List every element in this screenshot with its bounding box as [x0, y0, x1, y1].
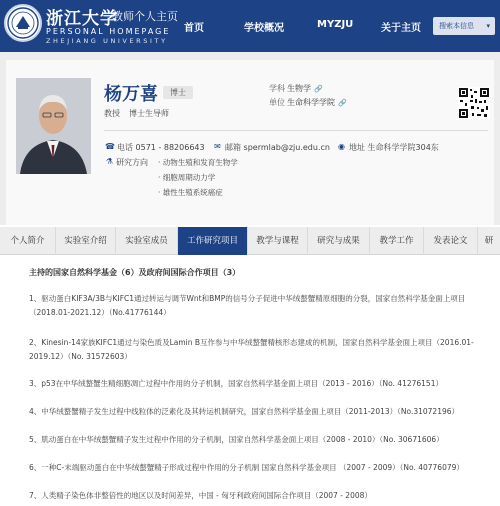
email-icon: ✉ [214, 142, 221, 151]
project-line: 2、Kinesin-14家族KIFC1通过与染色质及Lamin B互作参与中华绒螯蟹精核形态建成的机制，国家自然科学基金面上项目（2016.01- [29, 338, 474, 347]
project-line: （2018.01-2021.12）（No.41776144） [29, 308, 171, 317]
project-line: 7、人类精子染色体非整倍性的地区以及时间差异，中国 - 匈牙利政府间国际合作项目（2007 - 2008） [29, 491, 372, 500]
tab-profile[interactable]: 个人简介 [0, 227, 56, 255]
chevron-down-icon: ▾ [486, 22, 490, 30]
section-title: 主持的国家自然科学基金（6）及政府间国际合作项目（3） [29, 268, 241, 277]
project-item [29, 433, 444, 447]
tab-research-more[interactable]: 研 [484, 236, 494, 246]
project-line: 5、肌动蛋白在中华绒螯蟹精子发生过程中作用的分子机制，国家自然科学基金面上项目（2008 - 2010）（No. 30671606） [29, 435, 444, 444]
site-header [0, 0, 500, 52]
discipline-value[interactable]: 生物学 🔗 [287, 84, 323, 93]
brand-english-line1: PERSONAL HOMEPAGE [46, 27, 171, 36]
tab-research-projects[interactable]: 工作研究项目 [178, 227, 248, 255]
flask-icon: ⚗ [105, 157, 114, 166]
link-icon: 🔗 [338, 99, 347, 107]
unit-label: 单位 [269, 98, 285, 107]
nav-home[interactable]: 首页 [184, 23, 204, 34]
research-item: · 动物生殖和发育生物学 [158, 158, 238, 167]
brand-subtitle: 教师个人主页 [112, 10, 178, 23]
degree-badge: 博士 [163, 86, 193, 99]
nav-about-homepage[interactable]: 关于主页 [381, 23, 421, 34]
supervisor-title: 博士生导师 [129, 109, 169, 118]
project-line: 2019.12）（No. 31572603） [29, 352, 132, 361]
brand-title: 浙江大学 [46, 9, 118, 29]
phone-icon: ☎ [105, 142, 115, 151]
nav-myzju[interactable]: MYZJU [317, 19, 354, 30]
project-line: 4、中华绒螯蟹精子发生过程中线粒体的泛素化及其转运机制研究，国家自然科学基金面上项目（2011-2013）（No.31072196） [29, 407, 460, 416]
unit-value[interactable]: 生命科学学院 🔗 [287, 98, 347, 107]
project-item [29, 292, 465, 320]
nav-about-school[interactable]: 学校概况 [244, 23, 284, 34]
profile-photo [16, 78, 91, 174]
address-text: 地址 生命科学学院304东 [349, 143, 439, 152]
university-logo-icon[interactable] [4, 4, 42, 42]
discipline-label: 学科 [269, 84, 285, 93]
academic-title: 教授 [104, 109, 120, 118]
qr-code [458, 87, 490, 119]
project-item [29, 336, 474, 364]
project-line: 6、一种C-末端驱动蛋白在中华绒螯蟹精子形成过程中作用的分子机制 国家自然科学基金项目 （2007 - 2009）（No. 40776079） [29, 463, 464, 472]
location-icon: ◉ [338, 142, 345, 151]
link-icon: 🔗 [314, 85, 323, 93]
project-item [29, 377, 443, 391]
project-line: 3、p53在中华绒螯蟹生精细胞凋亡过程中作用的分子机制，国家自然科学基金面上项目（2013 - 2016）（No. 41276151） [29, 379, 443, 388]
project-item [29, 489, 372, 503]
phone-text: 电话 0571 - 88206643 [117, 143, 205, 152]
research-item: · 细胞周期动力学 [158, 173, 216, 182]
tab-teaching-work[interactable]: 教学工作 [370, 227, 424, 255]
research-label: 研究方向 [116, 158, 148, 167]
profile-divider [104, 130, 488, 131]
email-text[interactable]: 邮箱 spermlab@zju.edu.cn [225, 143, 330, 152]
project-item [29, 405, 459, 419]
search-dropdown[interactable] [433, 17, 495, 35]
tab-teaching-courses[interactable]: 教学与课程 [248, 227, 308, 255]
tab-publications[interactable]: 发表论文 [424, 227, 478, 255]
project-line: 1、驱动蛋白KIF3A/3B与KIFC1通过转运与调节Wnt和BMP的信号分子促进中华绒螯蟹精原细胞的分裂，国家自然科学基金面上项目 [29, 294, 466, 303]
tab-lab-intro[interactable]: 实验室介绍 [56, 227, 116, 255]
tab-lab-members[interactable]: 实验室成员 [116, 227, 178, 255]
tab-research-results[interactable]: 研究与成果 [308, 227, 370, 255]
search-label: 搜索本信息 [439, 22, 474, 30]
profile-name: 杨万喜 [104, 84, 158, 105]
project-item [29, 461, 464, 475]
research-item: · 雄性生殖系统癌症 [158, 188, 223, 197]
brand-english-line2: ZHEJIANG UNIVERSITY [46, 37, 168, 45]
